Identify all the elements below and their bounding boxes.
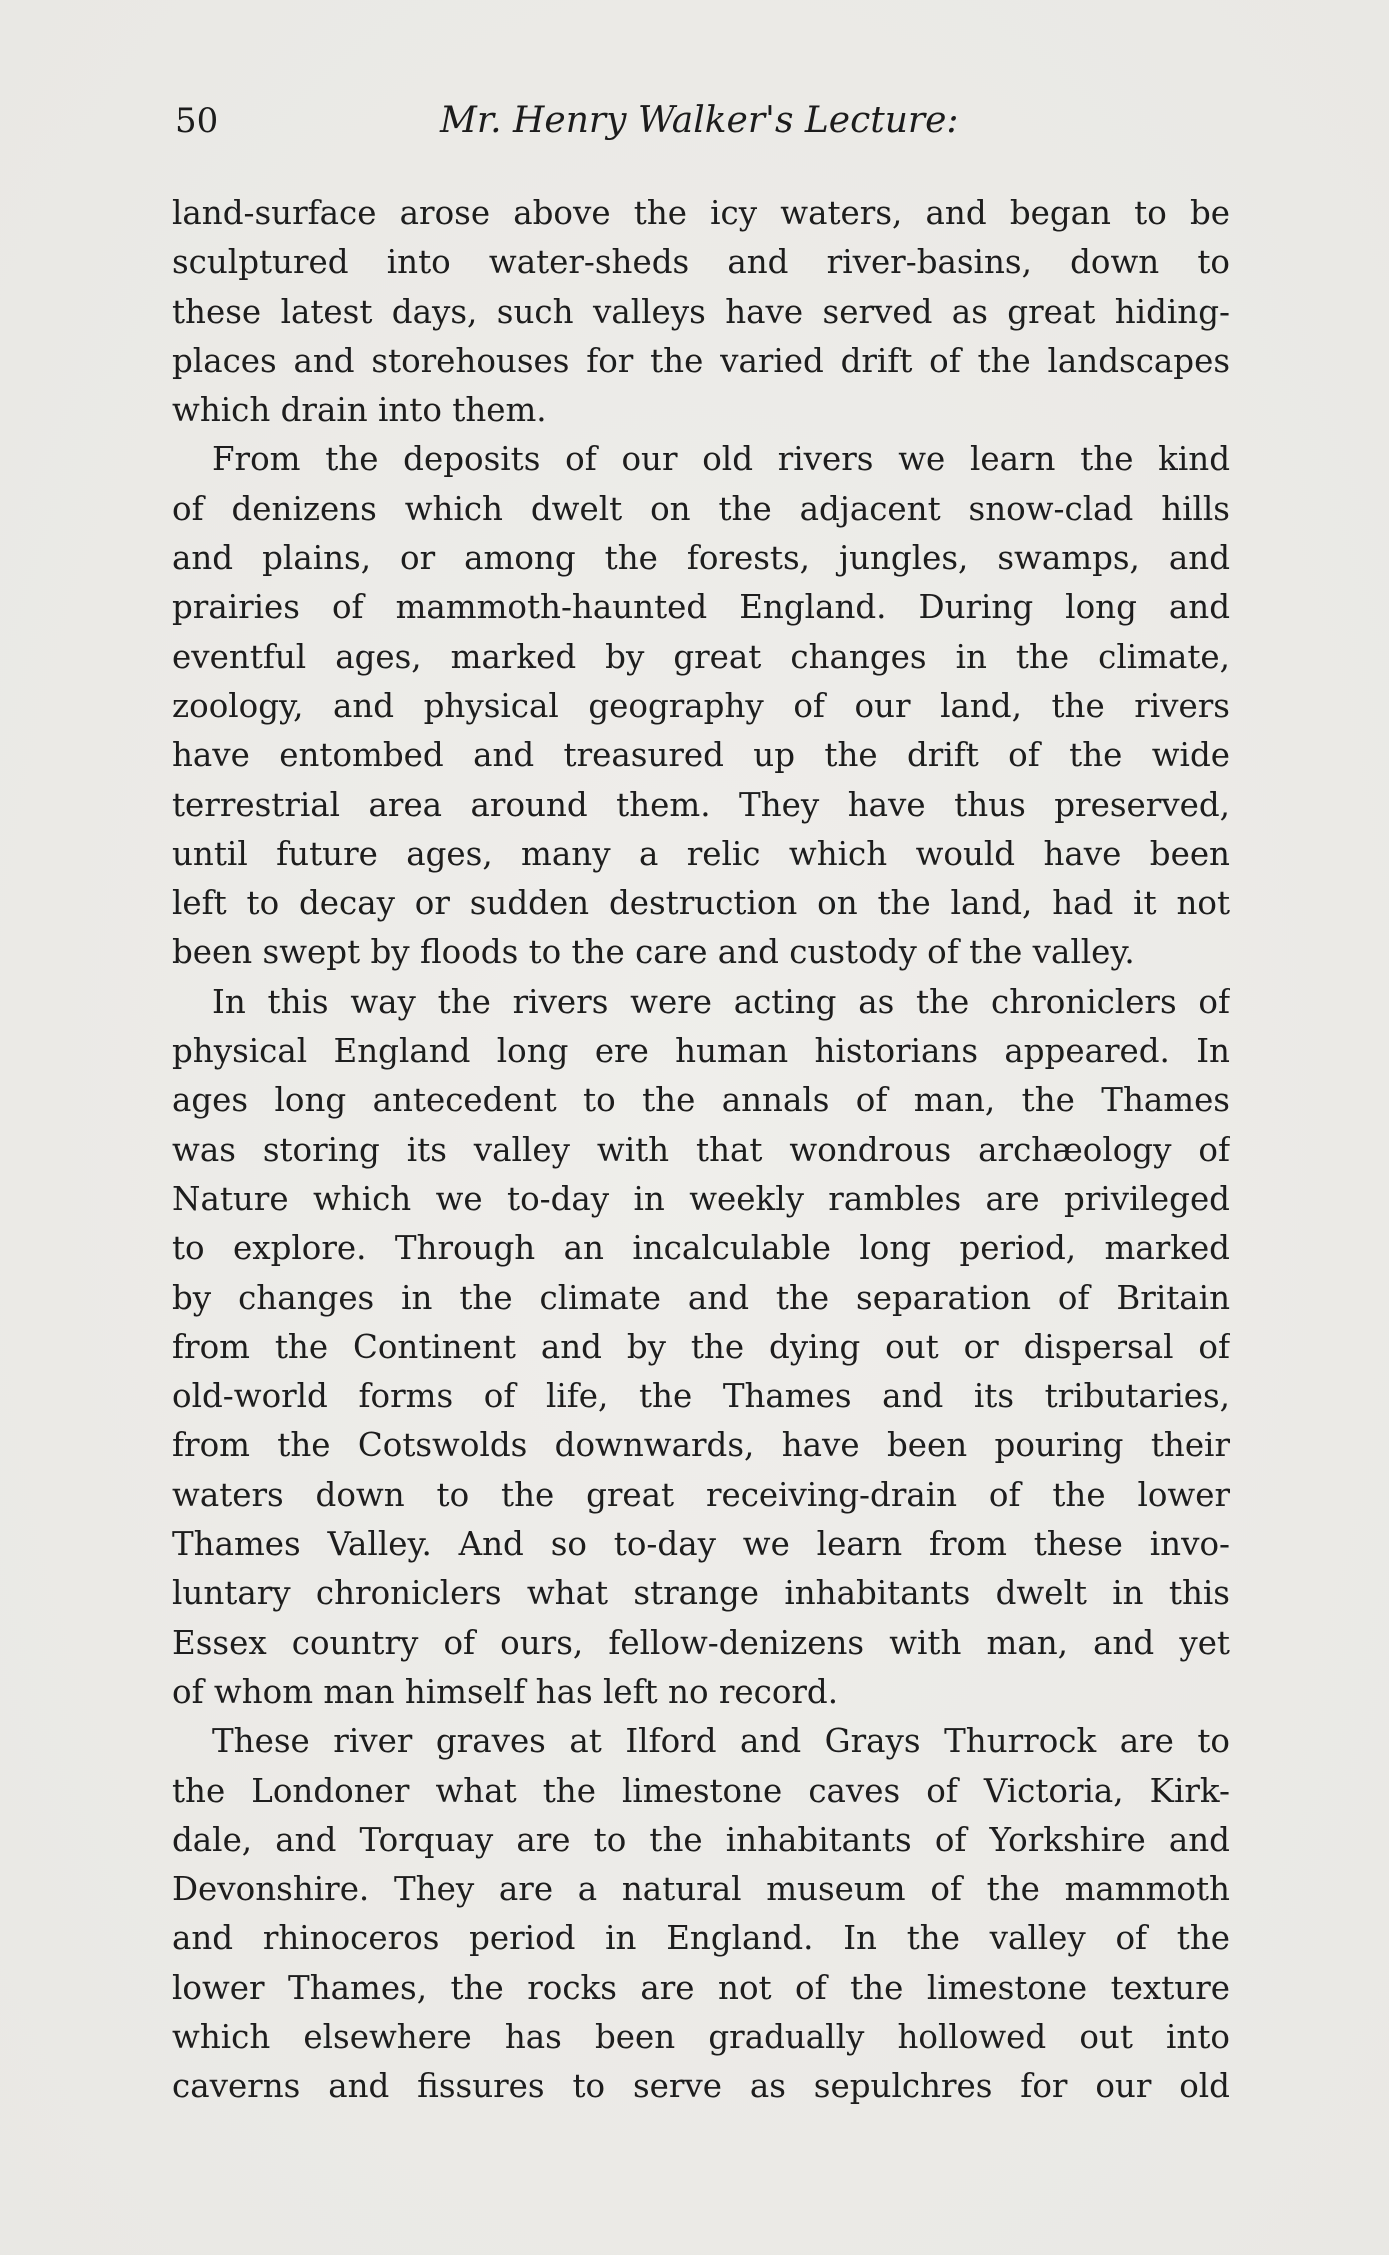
text-line: old-world forms of life, the Thames and its tributaries,	[172, 1377, 1230, 1416]
page-number: 50	[175, 101, 219, 141]
text-line: which elsewhere has been gradually hollowed out into	[172, 2017, 1230, 2056]
text-line: have entombed and treasured up the drift of the wide	[172, 736, 1230, 775]
paragraph	[172, 435, 1230, 977]
text-line: luntary chroniclers what strange inhabitants dwelt in this	[172, 1574, 1230, 1613]
text-line: of whom man himself has left no record.	[172, 1672, 839, 1711]
text-line: caverns and fissures to serve as sepulchres for our old	[172, 2067, 1230, 2106]
text-line: Thames Valley. And so to-day we learn from these invo-	[172, 1525, 1230, 1564]
text-line: was storing its valley with that wondrous archæology of	[172, 1130, 1230, 1169]
text-line: sculptured into water-sheds and river-basins, down to	[172, 243, 1230, 282]
text-line: left to decay or sudden destruction on the land, had it not	[172, 884, 1230, 923]
running-head: Mr. Henry Walker's Lecture:	[440, 100, 959, 141]
text-line: the Londoner what the limestone caves of Victoria, Kirk-	[172, 1771, 1230, 1810]
text-line: lower Thames, the rocks are not of the limestone texture	[172, 1968, 1230, 2007]
text-line: by changes in the climate and the separation of Britain	[172, 1278, 1230, 1317]
text-line: These river graves at Ilford and Grays Thurrock are to	[212, 1722, 1230, 1761]
text-line: From the deposits of our old rivers we learn the kind	[212, 440, 1230, 479]
text-line: eventful ages, marked by great changes in the climate,	[172, 637, 1230, 676]
text-line: Devonshire. They are a natural museum of the mammoth	[172, 1870, 1230, 1909]
text-line: physical England long ere human historians appeared. In	[172, 1032, 1230, 1071]
text-line: In this way the rivers were acting as the chroniclers of	[212, 982, 1230, 1021]
text-line: terrestrial area around them. They have thus preserved,	[172, 785, 1230, 824]
text-line: dale, and Torquay are to the inhabitants of Yorkshire and	[172, 1820, 1230, 1859]
text-line: zoology, and physical geography of our land, the rivers	[172, 686, 1230, 725]
text-line: prairies of mammoth-haunted England. During long and	[172, 588, 1230, 627]
text-line: to explore. Through an incalculable long period, marked	[172, 1229, 1230, 1268]
text-line: of denizens which dwelt on the adjacent snow-clad hills	[172, 489, 1230, 528]
paragraph	[172, 189, 1230, 435]
text-line: until future ages, many a relic which would have been	[172, 834, 1230, 873]
text-line: from the Cotswolds downwards, have been pouring their	[172, 1426, 1230, 1465]
text-line: Essex country of ours, fellow-denizens with man, and yet	[172, 1623, 1230, 1662]
text-line: and rhinoceros period in England. In the valley of the	[172, 1919, 1230, 1958]
text-line: these latest days, such valleys have served as great hiding-	[172, 292, 1230, 331]
text-line: been swept by floods to the care and custody of the valley.	[172, 933, 1135, 972]
page-header	[175, 96, 1230, 146]
text-line: waters down to the great receiving-drain of the lower	[172, 1475, 1230, 1514]
text-line: which drain into them.	[172, 391, 547, 430]
text-line: and plains, or among the forests, jungles, swamps, and	[172, 539, 1230, 578]
text-line: Nature which we to-day in weekly rambles are privileged	[172, 1179, 1230, 1218]
text-line: places and storehouses for the varied drift of the landscapes	[172, 341, 1230, 380]
paragraph	[172, 978, 1230, 1717]
text-line: ages long antecedent to the annals of man, the Thames	[172, 1081, 1230, 1120]
body-text	[172, 189, 1230, 2112]
text-line: land-surface arose above the icy waters, and began to be	[172, 194, 1230, 232]
text-line: from the Continent and by the dying out or dispersal of	[172, 1327, 1230, 1366]
paragraph	[172, 1717, 1230, 2111]
